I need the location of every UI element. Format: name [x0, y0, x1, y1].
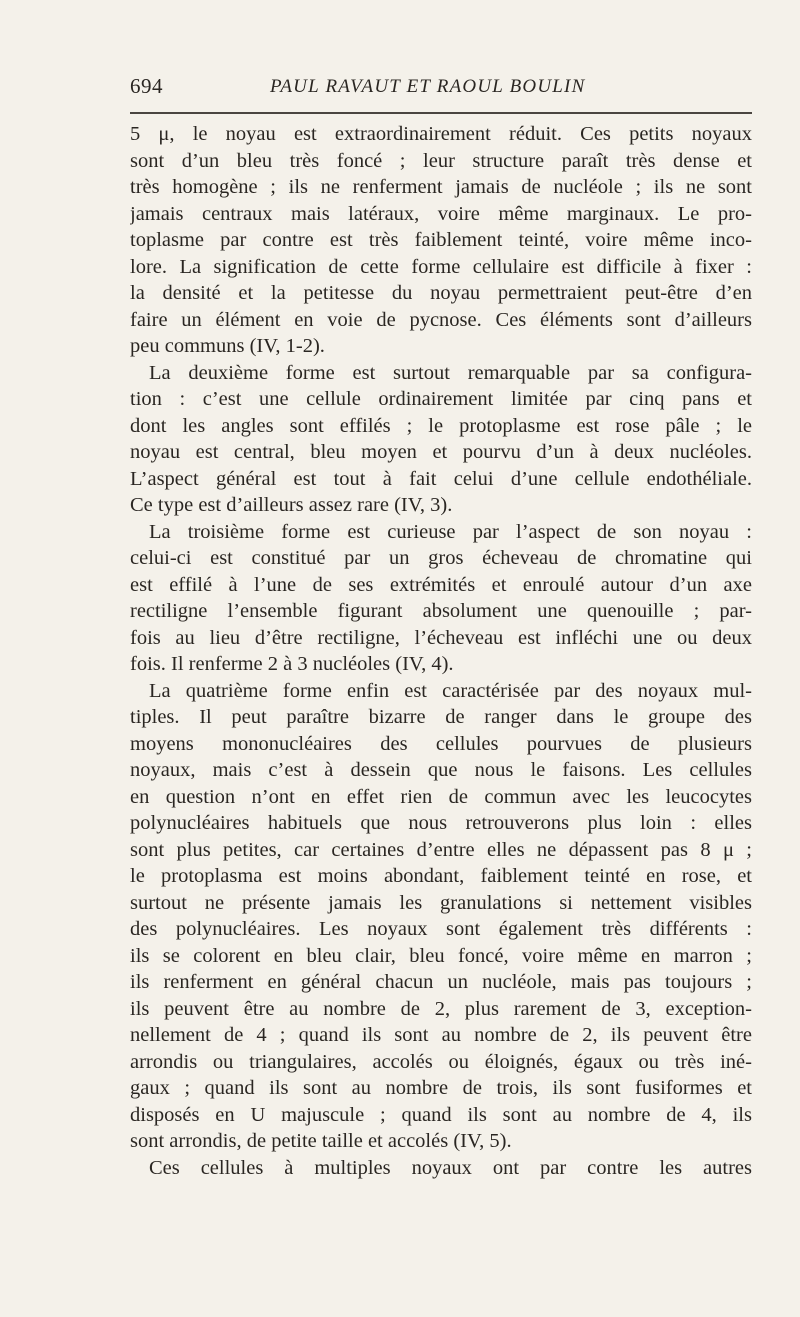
text-line: noyau est central, bleu moyen et pourvu d’un à deux nucléoles. — [130, 441, 752, 463]
text-line: des polynucléaires. Les noyaux sont également très différents : — [130, 918, 752, 940]
text-line: Ce type est d’ailleurs assez rare (IV, 3). — [130, 494, 453, 516]
text-line: polynucléaires habituels que nous retrouverons plus loin : elles — [130, 812, 752, 834]
text-line: celui-ci est constitué par un gros écheveau de chromatine qui — [130, 547, 752, 569]
text-line: ils se colorent en bleu clair, bleu foncé, voire même en marron ; — [130, 944, 752, 967]
text-line: en question n’ont en effet rien de commun avec les leucocytes — [130, 785, 752, 808]
text-line: jamais centraux mais latéraux, voire même marginaux. Le pro- — [130, 202, 752, 225]
text-line: peu communs (IV, 1-2). — [130, 335, 325, 357]
paragraph — [130, 678, 752, 1155]
text-line: sont arrondis, de petite taille et accolés (IV, 5). — [130, 1130, 512, 1152]
text-line: moyens mononucléaires des cellules pourvues de plusieurs — [130, 732, 752, 755]
paragraph — [130, 519, 752, 678]
text-line: tiples. Il peut paraître bizarre de ranger dans le groupe des — [130, 706, 752, 728]
paragraph — [130, 360, 752, 519]
text-line: faire un élément en voie de pycnose. Ces éléments sont d’ailleurs — [130, 308, 752, 331]
text-line: sont plus petites, car certaines d’entre elles ne dépassent pas 8 μ ; — [130, 838, 752, 861]
text-line: ils renferment en général chacun un nucléole, mais pas toujours ; — [130, 971, 752, 993]
text-line: nellement de 4 ; quand ils sont au nombre de 2, ils peuvent être — [130, 1024, 752, 1046]
text-line: fois. Il renferme 2 à 3 nucléoles (IV, 4). — [130, 653, 454, 675]
text-line: la densité et la petitesse du noyau permettraient peut-être d’en — [130, 282, 752, 304]
text-line: très homogène ; ils ne renferment jamais de nucléole ; ils ne sont — [130, 176, 752, 198]
text-line: fois au lieu d’être rectiligne, l’écheveau est infléchi une ou deux — [130, 626, 752, 649]
text-line: dont les angles sont effilés ; le protoplasme est rose pâle ; le — [130, 414, 752, 437]
text-line: ils peuvent être au nombre de 2, plus rarement de 3, exception- — [130, 997, 752, 1020]
running-title: PAUL RAVAUT ET RAOUL BOULIN — [270, 76, 586, 97]
text-line: disposés en U majuscule ; quand ils sont au nombre de 4, ils — [130, 1103, 752, 1126]
text-line: Ces cellules à multiples noyaux ont par contre les autres — [149, 1156, 752, 1179]
text-line: rectiligne l’ensemble figurant absolument une quenouille ; par- — [130, 600, 752, 622]
text-line: toplasme par contre est très faiblement teinté, voire même inco- — [130, 229, 752, 251]
text-line: est effilé à l’une de ses extrémités et enroulé autour d’un axe — [130, 573, 752, 596]
text-line: La troisième forme est curieuse par l’aspect de son noyau : — [149, 520, 752, 543]
text-line: La deuxième forme est surtout remarquable par sa configura- — [149, 361, 752, 384]
text-line: sont d’un bleu très foncé ; leur structure paraît très dense et — [130, 149, 752, 172]
text-line: arrondis ou triangulaires, accolés ou éloignés, égaux ou très iné- — [130, 1050, 752, 1073]
text-line: lore. La signification de cette forme cellulaire est difficile à fixer : — [130, 255, 752, 278]
text-line: surtout ne présente jamais les granulations si nettement visibles — [130, 891, 752, 914]
page-header — [130, 74, 752, 104]
page-number: 694 — [130, 74, 163, 98]
text-line: noyaux, mais c’est à dessein que nous le faisons. Les cellules — [130, 759, 752, 781]
text-line: tion : c’est une cellule ordinairement limitée par cinq pans et — [130, 388, 752, 410]
body-text — [130, 121, 752, 1181]
header-rule — [130, 112, 752, 114]
text-line: 5 μ, le noyau est extraordinairement réduit. Ces petits noyaux — [130, 123, 752, 145]
text-line: gaux ; quand ils sont au nombre de trois, ils sont fusiformes et — [130, 1077, 752, 1099]
text-line: le protoplasma est moins abondant, faiblement teinté en rose, et — [130, 865, 752, 887]
paragraph — [130, 1155, 752, 1182]
text-line: La quatrième forme enfin est caractérisée par des noyaux mul- — [149, 679, 752, 702]
text-line: L’aspect général est tout à fait celui d’une cellule endothéliale. — [130, 467, 752, 490]
paragraph — [130, 121, 752, 360]
